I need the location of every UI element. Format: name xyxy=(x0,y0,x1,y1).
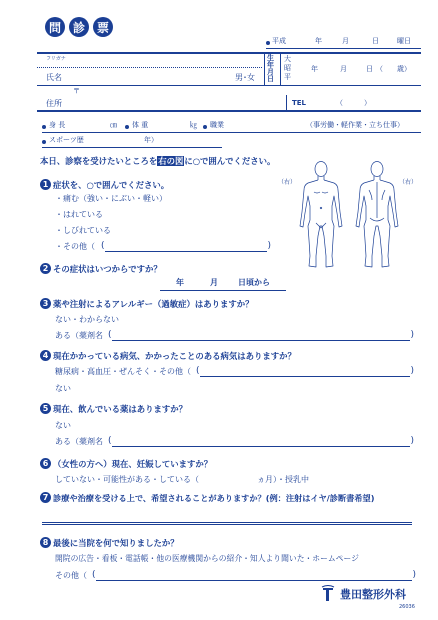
birth-left-border xyxy=(264,53,265,85)
height-unit: ㎝ xyxy=(110,121,117,129)
q1-number: 1 xyxy=(40,179,51,190)
weekday-label: 曜日 xyxy=(397,37,411,45)
q2-number: 2 xyxy=(40,263,51,274)
q2-year: 年 xyxy=(176,278,184,287)
era-heisei[interactable]: 平 xyxy=(284,73,291,81)
tel-field[interactable]: （ ） xyxy=(336,99,371,107)
age-field[interactable]: （ 歳） xyxy=(376,65,411,73)
q7-line-1 xyxy=(42,522,412,523)
era-taisho[interactable]: 大 xyxy=(284,55,291,63)
figure-right-label-left: （右） xyxy=(278,179,297,186)
birth-mid-border xyxy=(280,53,281,85)
height-bullet xyxy=(42,125,46,129)
title-char-2: 診 xyxy=(69,17,89,37)
day-label: 日 xyxy=(372,37,379,45)
birth-label-1: 生 xyxy=(267,54,274,62)
weight-unit: ㎏ xyxy=(190,121,197,129)
q2-day: 日頃から xyxy=(238,278,270,287)
title-char-3: 票 xyxy=(93,17,113,37)
sports-unit: 年） xyxy=(144,136,158,144)
name-bottom-line xyxy=(37,85,421,86)
birth-year: 年 xyxy=(311,65,318,73)
q1-option-numbness[interactable]: ・しびれている xyxy=(55,226,111,235)
year-label: 年 xyxy=(315,37,322,45)
intro-text xyxy=(40,157,275,165)
q1-option-pain[interactable]: ・痛む（強い・にぶい・軽い） xyxy=(55,194,167,203)
body-diagram-back[interactable] xyxy=(350,160,404,272)
q8-option-other[interactable]: その他（ xyxy=(55,571,87,580)
job-label: 職業 xyxy=(210,121,224,129)
date-line xyxy=(266,48,421,49)
month-label: 月 xyxy=(342,37,349,45)
birth-month: 月 xyxy=(340,65,347,73)
figure-right-label-right: （右） xyxy=(399,179,418,186)
intro-after: に○で囲んでください。 xyxy=(184,156,276,166)
birth-label-2: 年 xyxy=(267,61,274,69)
q7-number: 7 xyxy=(40,492,51,503)
q3-text: 薬や注射によるアレルギー（過敏症）はありますか？ xyxy=(53,299,254,309)
era-label: 平成 xyxy=(272,37,286,45)
name-divider xyxy=(37,67,262,68)
title-char-1: 問 xyxy=(45,17,65,37)
q1-option-other[interactable]: ・その他（ xyxy=(55,242,95,251)
q5-option-yes[interactable]: ある（薬剤名 xyxy=(55,437,103,446)
clinic-logo-icon xyxy=(320,585,336,603)
weight-bullet xyxy=(125,125,129,129)
q4-text: 現在かかっている病気、かかったことのある病気はありますか？ xyxy=(53,351,296,361)
q1-other-field[interactable] xyxy=(105,243,267,252)
weight-label: 体 重 xyxy=(132,121,149,129)
tel-border xyxy=(286,95,287,110)
tel-label: TEL xyxy=(292,99,307,107)
sports-bullet xyxy=(42,140,46,144)
intro-before: 本日、診察を受けたいところを xyxy=(40,156,158,166)
q5-text: 現在、飲んでいる薬はありますか？ xyxy=(53,404,187,414)
birth-day: 日 xyxy=(366,65,373,73)
q2-underline xyxy=(160,290,286,291)
era-showa[interactable]: 昭 xyxy=(284,64,291,72)
q7-text: 診療や治療を受ける上で、希望されることがありますか？(例：注射はイヤ/診断書希望) xyxy=(53,493,375,503)
info-line-2 xyxy=(42,147,222,148)
q6-option-months[interactable]: ヵ月）・授乳中 xyxy=(257,475,309,484)
job-types[interactable]: （事労働・軽作業・立ち仕事） xyxy=(306,121,404,129)
gender-field[interactable]: 男･女 xyxy=(235,73,255,82)
name-label: 氏名 xyxy=(46,73,62,82)
body-diagram-front[interactable] xyxy=(294,160,348,272)
address-label: 住所 xyxy=(46,99,62,108)
q3-option-none[interactable]: ない・わからない xyxy=(55,315,119,324)
date-bullet xyxy=(266,41,270,45)
patient-box-top xyxy=(37,52,421,54)
furigana-label: フリガナ xyxy=(46,56,66,62)
q3-number: 3 xyxy=(40,298,51,309)
q4-option-none[interactable]: ない xyxy=(55,384,71,393)
q3-drug-field[interactable] xyxy=(112,332,410,341)
intro-highlight: 右の図 xyxy=(158,156,184,166)
postal-mark: 〒 xyxy=(73,87,80,95)
info-line-1 xyxy=(42,132,421,133)
q7-line-2 xyxy=(42,524,412,525)
sports-label: スポーツ歴 xyxy=(49,136,84,144)
q3-option-yes[interactable]: ある（薬剤名 xyxy=(55,331,103,340)
q4-number: 4 xyxy=(40,350,51,361)
q6-text: （女性の方へ）現在、妊娠していますか？ xyxy=(53,459,213,469)
q8-other-field[interactable] xyxy=(96,572,412,581)
q1-option-swelling[interactable]: ・はれている xyxy=(55,210,103,219)
q4-option-diseases[interactable]: 糖尿病・高血圧・ぜんそく・その他（ xyxy=(55,367,191,376)
q2-text: その症状はいつからですか？ xyxy=(53,264,162,274)
q6-option-pregnancy[interactable]: していない・可能性がある・している（ xyxy=(55,475,199,484)
q8-option-sources[interactable]: 開院の広告・看板・電話帳・他の医療機関からの紹介・知人より聞いた・ホームページ xyxy=(55,554,359,563)
q5-number: 5 xyxy=(40,403,51,414)
clinic-name: 豊田整形外科 xyxy=(340,588,406,601)
birth-label-3: 月 xyxy=(267,68,274,76)
form-code: 26036 xyxy=(399,604,415,610)
q6-number: 6 xyxy=(40,458,51,469)
birth-label-4: 日 xyxy=(267,75,274,83)
q8-number: 8 xyxy=(40,537,51,548)
patient-box-bottom xyxy=(37,110,421,112)
q5-drug-field[interactable] xyxy=(112,438,410,447)
q1-text: 症状を、○で囲んでください。 xyxy=(53,180,170,190)
q4-other-field[interactable] xyxy=(200,368,410,377)
height-label: 身 長 xyxy=(49,121,66,129)
job-bullet xyxy=(203,125,207,129)
q8-text: 最後に当院を何で知りましたか？ xyxy=(53,538,179,548)
q2-month: 月 xyxy=(210,278,218,287)
q5-option-none[interactable]: ない xyxy=(55,421,71,430)
